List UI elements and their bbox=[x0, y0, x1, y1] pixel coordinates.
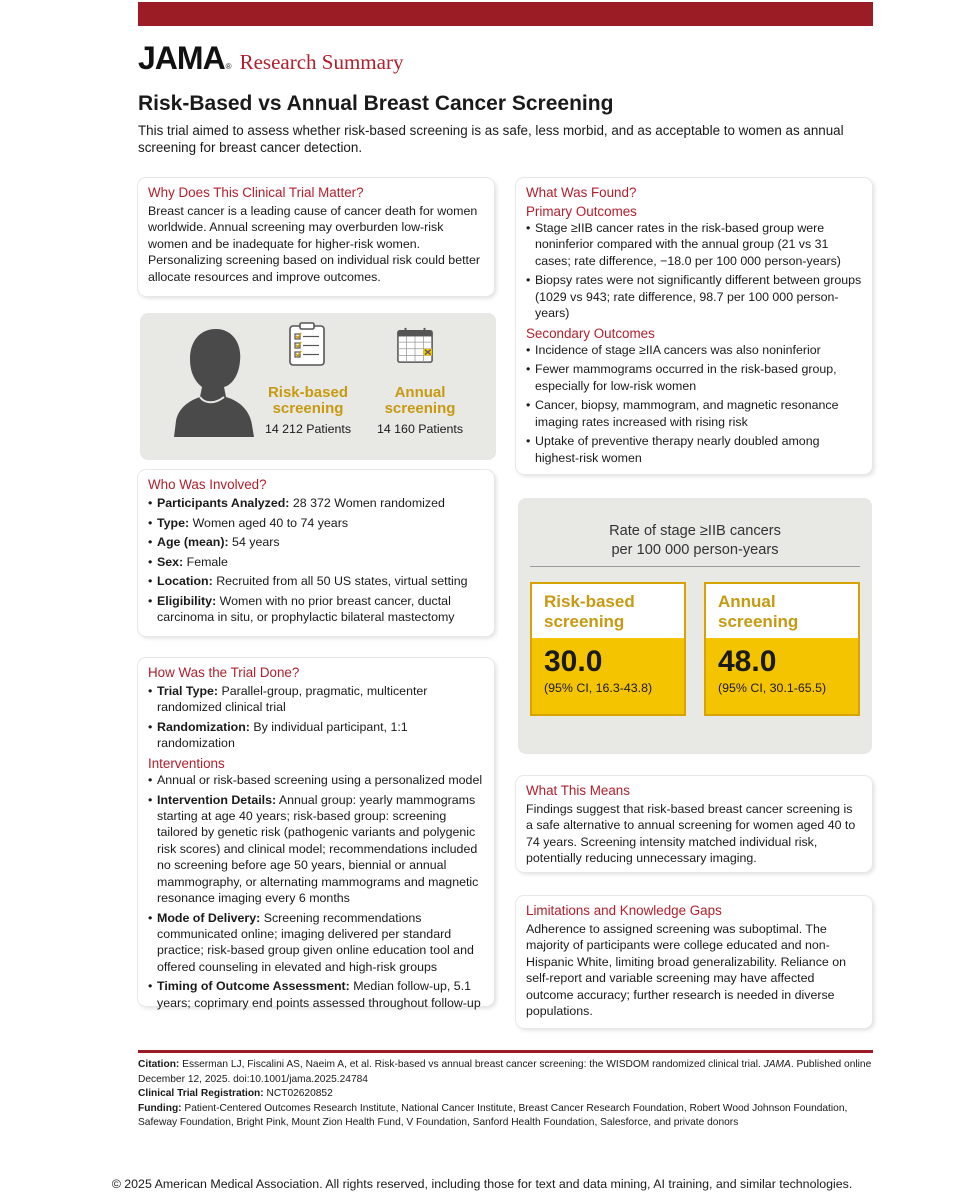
rate-box-risk-based bbox=[530, 582, 686, 716]
secondary-outcomes-heading: Secondary Outcomes bbox=[526, 325, 655, 341]
citation: Citation: Esserman LJ, Fiscalini AS, Naeim A, et al. Risk-based vs annual breast cancer screening: the WISDOM randomized clinical trial. JAMA. Published online December 12, 2025. doi:10.1001/jama.2025.24784 bbox=[138, 1059, 872, 1085]
rate-value: 30.0 bbox=[544, 645, 603, 678]
list-item: • Sex: Female bbox=[148, 554, 484, 570]
footer-rule bbox=[138, 1050, 873, 1053]
registered-mark: ® bbox=[225, 62, 232, 71]
limits-card bbox=[516, 896, 872, 1028]
interventions-heading: Interventions bbox=[148, 756, 225, 771]
who-list bbox=[148, 495, 484, 626]
page-title: Risk-Based vs Annual Breast Cancer Screening bbox=[138, 92, 614, 115]
list-item: • Location: Recruited from all 50 US states, virtual setting bbox=[148, 573, 484, 589]
means-card bbox=[516, 776, 872, 872]
primary-outcomes-list bbox=[526, 220, 862, 322]
list-item: • Annual or risk-based screening using a personalized model bbox=[148, 772, 484, 788]
list-item: • Mode of Delivery: Screening recommendations communicated online; imaging delivered per standard practice; risk-based group given online education tool and offered counseling in elevated and high-risk groups bbox=[148, 910, 484, 976]
intro-text: This trial aimed to assess whether risk-based screening is as safe, less morbid, and as acceptable to women as annual screening for breast cancer detection. bbox=[138, 123, 844, 155]
limits-heading: Limitations and Knowledge Gaps bbox=[526, 903, 722, 918]
list-item: • Cancer, biopsy, mammogram, and magnetic resonance imaging rates increased with rising risk bbox=[526, 397, 862, 430]
copyright-notice: © 2025 American Medical Association. All rights reserved, including those for text and data mining, AI training, and similar technologies. bbox=[111, 1177, 853, 1191]
means-heading: What This Means bbox=[526, 783, 630, 798]
rate-ci: (95% CI, 16.3-43.8) bbox=[544, 681, 653, 695]
journal-brand bbox=[138, 40, 404, 76]
found-card bbox=[516, 178, 872, 474]
list-item: • Participants Analyzed: 28 372 Women randomized bbox=[148, 495, 484, 511]
found-heading: What Was Found? bbox=[526, 185, 637, 200]
section-label: Research Summary bbox=[239, 50, 404, 74]
list-item: • Intervention Details: Annual group: yearly mammograms starting at age 40 years; risk-based group: screening tailored by genetic risk (pathogenic variants and polygenic risk scores) and clinical model; recommendations included no screening before age 50 years, biennial or annual mammography, or alternating mammograms and magnetic resonance imaging every 6 months bbox=[148, 792, 484, 907]
why-card bbox=[138, 178, 494, 296]
interventions-list bbox=[148, 772, 484, 1011]
list-item: • Fewer mammograms occurred in the risk-based group, especially for low-risk women bbox=[526, 361, 862, 394]
why-heading: Why Does This Clinical Trial Matter? bbox=[148, 185, 364, 200]
rate-arm-name: screening bbox=[544, 612, 625, 631]
list-item: • Trial Type: Parallel-group, pragmatic, multicenter randomized clinical trial bbox=[148, 683, 484, 716]
rate-arm-name: Risk-based bbox=[544, 592, 635, 611]
arm-risk-based-label: Risk-based screening bbox=[267, 384, 349, 417]
list-item: • Eligibility: Women with no prior breast cancer, ductal carcinoma in situ, or prophylactic bilateral mastectomy bbox=[148, 593, 484, 626]
list-item: • Type: Women aged 40 to 74 years bbox=[148, 515, 484, 531]
arm-risk-based-count: 14 212 Patients bbox=[264, 422, 352, 436]
how-list bbox=[148, 683, 484, 752]
rate-arm-name: screening bbox=[718, 612, 799, 631]
limits-text: Adherence to assigned screening was suboptimal. The majority of participants were college educated and non-Hispanic White, limiting broad generalizability. Reliance on self-report and variable screening may have affected outcome accuracy; further research is needed in diverse populations. bbox=[526, 922, 847, 1019]
rate-box-annual bbox=[704, 582, 860, 716]
funding: Funding: Patient-Centered Outcomes Research Institute, National Cancer Institute, Breast Cancer Research Foundation, Robert Wood Johnson Foundation, Safeway Foundation, Bright Pink, Mount Zion Health Fund, V Foundation, Sanford Health Foundation, Salesforce, and private donors bbox=[138, 1102, 848, 1128]
list-item: • Stage ≥IIB cancer rates in the risk-based group were noninferior compared with the annual group (21 vs 31 cases; rate difference, −18.0 per 100 000 person-years) bbox=[526, 220, 862, 269]
list-item: • Incidence of stage ≥IIA cancers was also noninferior bbox=[526, 342, 862, 358]
rates-divider bbox=[530, 566, 860, 567]
top-brand-bar bbox=[138, 2, 873, 26]
rate-ci: (95% CI, 30.1-65.5) bbox=[718, 681, 827, 695]
why-text: Breast cancer is a leading cause of cancer death for women worldwide. Annual screening may overburden low-risk women and be inadequate for higher-risk women. Personalizing screening based on individual risk could better allocate resources and improve outcomes. bbox=[148, 204, 480, 284]
jama-logo: JAMA bbox=[138, 40, 225, 76]
citation-block bbox=[138, 1058, 873, 1131]
means-text: Findings suggest that risk-based breast cancer screening is a safe alternative to annual screening for women aged 40 to 74 years. Screening intensity matched individual risk, potentially reducing unnecessary imaging. bbox=[526, 802, 856, 866]
secondary-outcomes-list bbox=[526, 342, 862, 466]
arms-graphic bbox=[140, 313, 496, 460]
rate-value: 48.0 bbox=[718, 645, 777, 678]
who-heading: Who Was Involved? bbox=[148, 477, 267, 492]
how-heading: How Was the Trial Done? bbox=[148, 665, 300, 680]
person-silhouette-icon bbox=[170, 325, 254, 437]
checklist-clipboard-icon bbox=[288, 321, 326, 367]
list-item: • Biopsy rates were not significantly different between groups (1029 vs 943; rate difference, 98.7 per 100 000 person-years) bbox=[526, 272, 862, 321]
list-item: • Age (mean): 54 years bbox=[148, 534, 484, 550]
list-item: • Uptake of preventive therapy nearly doubled among highest-risk women bbox=[526, 433, 862, 466]
trial-registration: Clinical Trial Registration: NCT02620852 bbox=[138, 1088, 333, 1099]
rates-panel bbox=[518, 498, 872, 754]
primary-outcomes-heading: Primary Outcomes bbox=[526, 204, 637, 219]
who-card bbox=[138, 470, 494, 636]
how-card bbox=[138, 658, 494, 1010]
arm-annual-count: 14 160 Patients bbox=[376, 422, 464, 436]
rates-title: Rate of stage ≥IIB cancers per 100 000 person-years bbox=[609, 523, 781, 558]
rate-arm-name: Annual bbox=[718, 592, 776, 611]
arm-annual-label: Annual screening bbox=[384, 384, 456, 417]
calendar-icon bbox=[396, 325, 434, 365]
list-item: • Timing of Outcome Assessment: Median follow-up, 5.1 years; coprimary end points assessed throughout follow-up bbox=[148, 978, 484, 1011]
list-item: • Randomization: By individual participant, 1:1 randomization bbox=[148, 719, 484, 752]
